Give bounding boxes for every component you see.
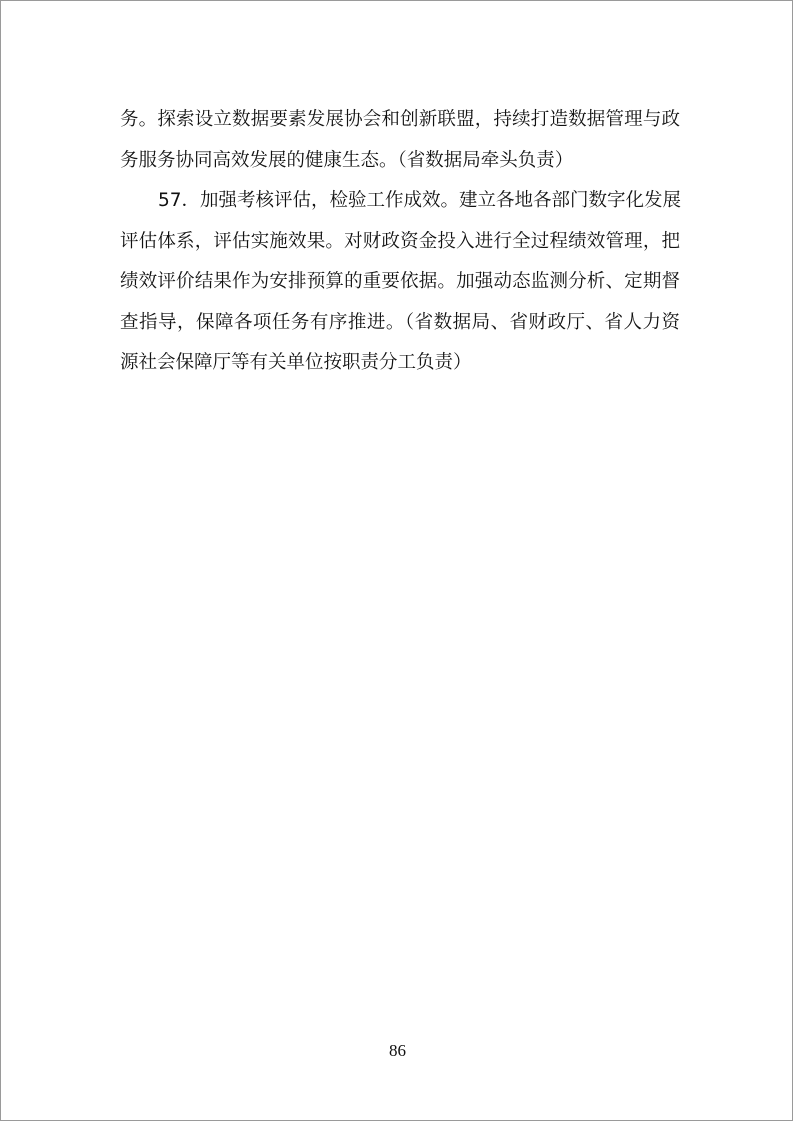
page-number: 86 [389, 1041, 406, 1060]
text-line: 评估体系，评估实施效果。对财政资金投入进行全过程绩效管理，把 [120, 230, 680, 252]
text-line: 务服务协同高效发展的健康生态。（省数据局牵头负责） [120, 149, 574, 171]
text-line: 查指导，保障各项任务有序推进。（省数据局、省财政厅、省人力资 [120, 311, 680, 333]
paragraph-57-first-line: 57．加强考核评估，检验工作成效。建立各地各部门数字化发展 [158, 190, 682, 211]
body-text [120, 100, 680, 384]
text-line: 绩效评价结果作为安排预算的重要依据。加强动态监测分析、定期督 [120, 271, 680, 292]
text-line: 源社会保障厅等有关单位按职责分工负责） [120, 352, 472, 373]
text-line: 务。探索设立数据要素发展协会和创新联盟，持续打造数据管理与政 [120, 109, 680, 130]
